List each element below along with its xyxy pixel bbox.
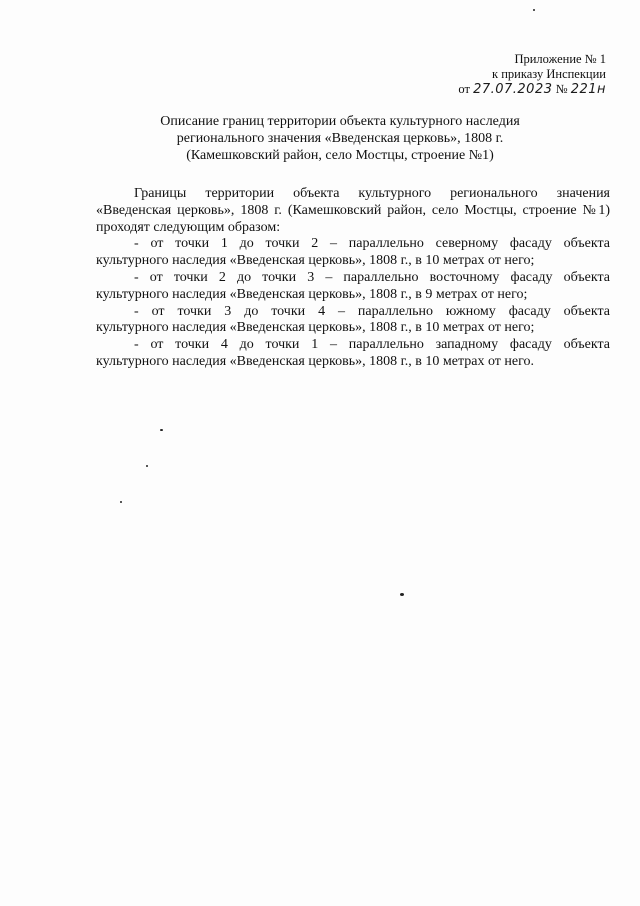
boundary-item: [96, 337, 610, 371]
boundary-item-rest: культурного наследия «Введенская церковь», 1808 г., в 10 метрах от него.: [96, 353, 534, 369]
handwritten-number: 221н: [570, 82, 606, 97]
boundary-item: [96, 304, 610, 338]
document-title: [130, 113, 550, 164]
appendix-date-number: [458, 82, 606, 97]
scan-speck: [533, 9, 535, 11]
title-line-1: Описание границ территории объекта культурного наследия: [160, 114, 520, 129]
scan-speck: [120, 501, 122, 503]
intro-paragraph: [96, 186, 610, 236]
appendix-title: Приложение № 1: [514, 52, 606, 66]
boundary-item-first-line: - от точки 4 до точки 1 – параллельно западному фасаду объекта: [134, 337, 610, 353]
boundary-item-rest: культурного наследия «Введенская церковь», 1808 г., в 10 метрах от него;: [96, 320, 535, 336]
boundary-item-first-line: - от точки 2 до точки 3 – параллельно восточному фасаду объекта: [134, 269, 610, 285]
title-line-3: (Камешковский район, село Мостцы, строение №1): [186, 148, 494, 163]
document-body: [96, 186, 610, 371]
intro-rest: «Введенская церковь», 1808 г. (Камешковский район, село Мостцы, строение №1) проходят следующим образом:: [96, 202, 610, 235]
scan-speck: [160, 429, 163, 431]
from-label: от: [458, 82, 470, 96]
boundary-item-rest: культурного наследия «Введенская церковь», 1808 г., в 10 метрах от него;: [96, 253, 535, 269]
boundary-item-first-line: - от точки 3 до точки 4 – параллельно южному фасаду объекта: [134, 303, 610, 319]
intro-first-line: Границы территории объекта культурного регионального значения: [134, 186, 610, 201]
scan-speck: [146, 465, 148, 467]
boundary-item-first-line: - от точки 1 до точки 2 – параллельно северному фасаду объекта: [134, 236, 610, 252]
appendix-order-ref: к приказу Инспекции: [492, 67, 606, 81]
boundary-item-rest: культурного наследия «Введенская церковь», 1808 г., в 9 метрах от него;: [96, 286, 528, 302]
title-line-2: регионального значения «Введенская церковь», 1808 г.: [176, 131, 504, 146]
scan-speck: [400, 593, 404, 596]
number-label: №: [555, 82, 568, 96]
appendix-header: [458, 52, 606, 97]
boundary-item: [96, 236, 610, 270]
boundary-item: [96, 270, 610, 304]
handwritten-date: 27.07.2023: [473, 82, 553, 97]
